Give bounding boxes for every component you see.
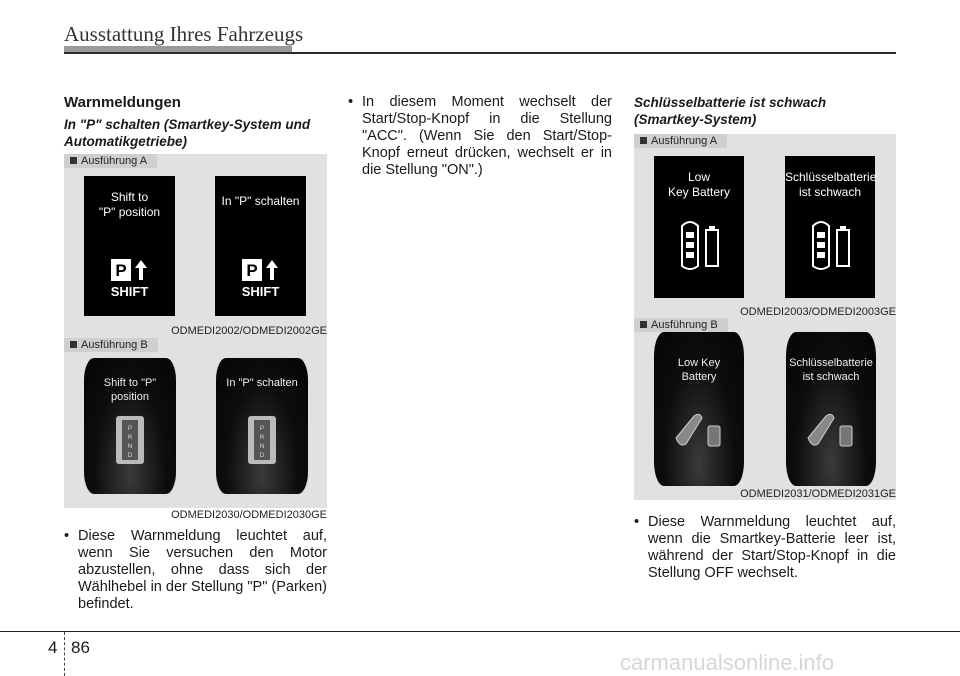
footer-rule [0, 631, 960, 632]
display-panel-battery-de [786, 332, 876, 486]
display-line: Battery [681, 371, 717, 383]
page-number: 86 [71, 638, 90, 657]
display-line: Shift to "P" position [103, 377, 157, 403]
display-panel-battery-en [654, 156, 744, 298]
display-panel-shift-de [216, 358, 308, 494]
bullet-mark: • [348, 94, 354, 110]
svg-text:P: P [259, 426, 265, 432]
gear-lever-icon [114, 414, 146, 466]
display-line: Low [687, 170, 710, 184]
footer-divider [64, 632, 65, 676]
display-line: Low Key [677, 357, 721, 369]
chapter-number: 4 [48, 638, 58, 657]
section-heading: Warnmeldungen [64, 94, 181, 111]
display-panel-battery-de [785, 156, 875, 298]
subheading-low-key-battery: Schlüsselbatterie ist schwach (Smartkey-System) [634, 95, 827, 127]
figure-caption: ODMEDI2030/ODMEDI2030GE [171, 509, 327, 521]
display-line: In "P" schalten [226, 377, 298, 389]
display-panel-shift-en [84, 358, 176, 494]
display-line: Key Battery [667, 185, 731, 199]
svg-text:D: D [259, 453, 265, 459]
svg-text:N: N [259, 444, 265, 450]
display-line: In "P" schalten [221, 194, 300, 208]
smartkey-battery-icon [676, 216, 724, 272]
figure-shift-version-b [64, 338, 327, 508]
figure-shift-version-a [64, 154, 327, 338]
shift-p-icon [110, 258, 150, 282]
figure-caption: ODMEDI2003/ODMEDI2003GE [740, 306, 896, 318]
shift-p-icon [241, 258, 281, 282]
gear-lever-icon [246, 414, 278, 466]
shift-label: SHIFT [241, 284, 280, 299]
watermark-text: carmanualsonline.info [620, 650, 835, 675]
bullet-paragraph-battery [634, 514, 896, 582]
figure-caption: ODMEDI2031/ODMEDI2031GE [740, 488, 896, 500]
paragraph-text: Diese Warnmeldung leuchtet auf, wenn Sie versuchen den Motor abzustellen, ohne dass sich der Wählhebel in der Stellung "P" (Parken) befindet. [78, 528, 327, 612]
smartkey-battery-icon [807, 216, 855, 272]
figure-caption: ODMEDI2002/ODMEDI2002GE [171, 325, 327, 337]
bullet-mark: • [64, 528, 70, 544]
display-line: ist schwach [802, 371, 860, 383]
svg-text:P: P [127, 426, 133, 432]
figure-tag: Ausführung B [64, 338, 158, 352]
smartkey-battery-icon [804, 408, 860, 452]
p-letter: P [115, 261, 127, 280]
svg-text:D: D [127, 453, 133, 459]
header-rule [64, 52, 896, 54]
svg-text:R: R [127, 435, 133, 441]
figure-battery-version-a [634, 134, 896, 318]
display-line: "P" position [98, 205, 161, 219]
page-header-title: Ausstattung Ihres Fahrzeugs [64, 22, 304, 46]
figure-tag: Ausführung B [634, 318, 728, 332]
display-line: ist schwach [798, 185, 862, 199]
subheading-shift-to-p: In "P" schalten (Smartkey-System und Automatikgetriebe) [64, 117, 311, 149]
smartkey-battery-icon [672, 408, 728, 452]
svg-text:N: N [127, 444, 133, 450]
svg-text:R: R [259, 435, 265, 441]
figure-tag: Ausführung A [634, 134, 727, 148]
figure-battery-version-b [634, 318, 896, 500]
shift-label: SHIFT [110, 284, 149, 299]
paragraph-text: Diese Warnmeldung leuchtet auf, wenn die Smartkey-Batterie leer ist, während der Start/Stop-Knopf in die Stellung OFF wechselt. [648, 514, 896, 581]
bullet-paragraph-acc [348, 94, 612, 179]
bullet-paragraph-shift [64, 528, 327, 613]
display-line: Schlüsselbatterie [785, 170, 877, 184]
p-letter: P [246, 261, 258, 280]
paragraph-text: In diesem Moment wechselt der Start/Stop-Knopf in die Stellung "ACC". (Wenn Sie den Start/Stop-Knopf erneut drücken, wechselt er in die Stellung "ON".) [362, 94, 612, 178]
display-panel-battery-en [654, 332, 744, 486]
display-panel-shift-de [215, 176, 306, 316]
display-line: Schlüsselbatterie [789, 357, 873, 369]
display-line: Shift to [110, 190, 149, 204]
figure-tag: Ausführung A [64, 154, 157, 168]
display-panel-shift-en [84, 176, 175, 316]
bullet-mark: • [634, 514, 640, 530]
